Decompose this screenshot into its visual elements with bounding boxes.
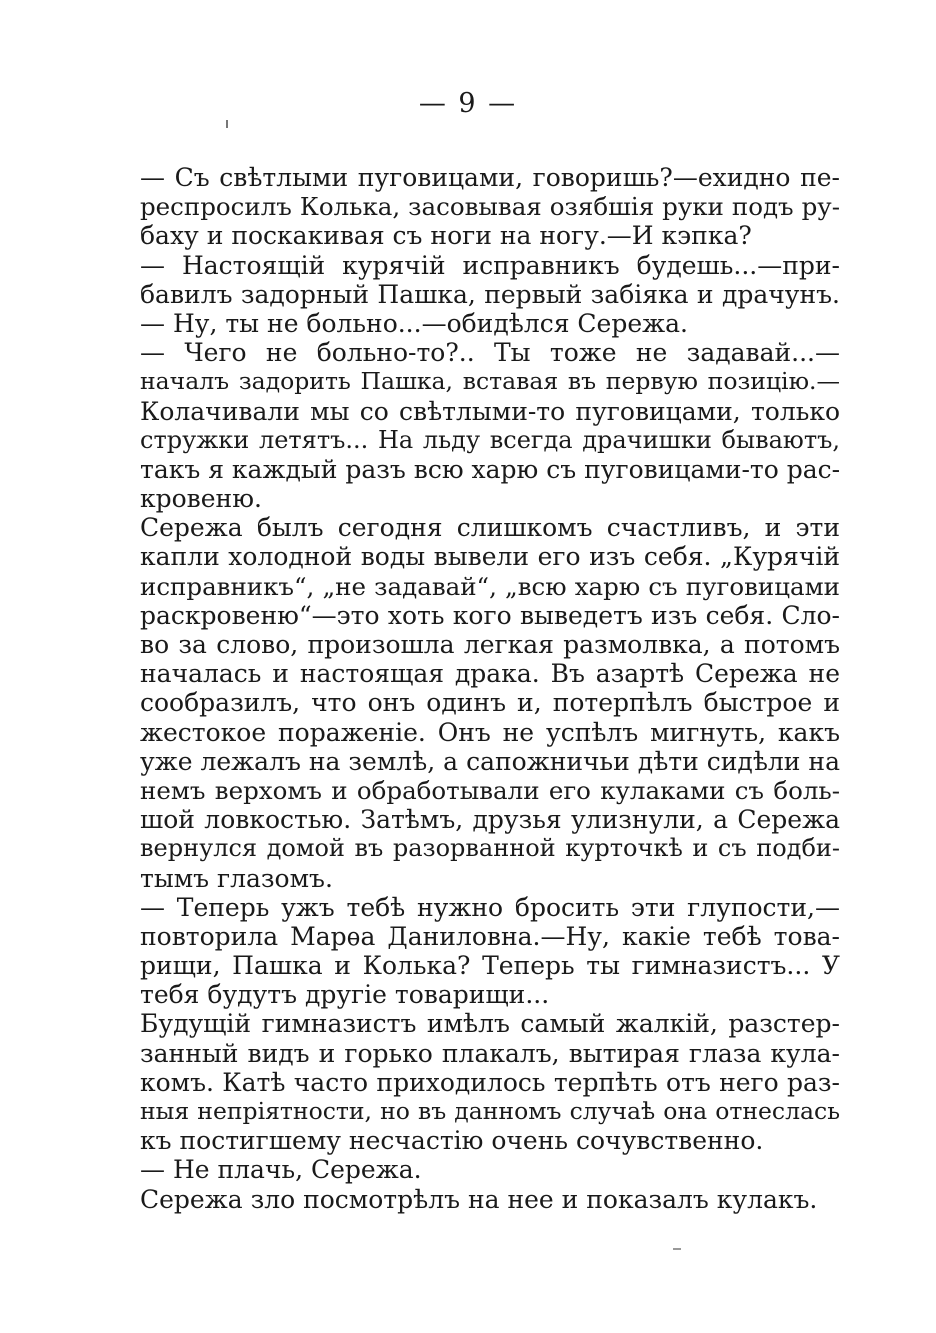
- text-line: капли холодной воды вывели его изъ себя. „Курячій: [140, 542, 840, 572]
- text-line: сообразилъ, что онъ одинъ и, потерпѣлъ быстрое и: [140, 688, 840, 718]
- text-line: повторила Марѳа Даниловна.—Ну, какіе тебѣ това-: [140, 921, 840, 951]
- text-line: такъ я каждый разъ всю харю съ пуговицами-то рас-: [140, 454, 840, 484]
- text-line: Колачивали мы со свѣтлыми-то пуговицами, только: [140, 396, 840, 426]
- text-line: Сережа былъ сегодня слишкомъ счастливъ, и эти: [140, 513, 840, 543]
- text-line: тымъ глазомъ.: [140, 863, 333, 893]
- text-line: вернулся домой въ разорванной курточкѣ и съ подби-: [140, 834, 840, 863]
- text-line: уже лежалъ на землѣ, а сапожничьи дѣти сидѣли на: [140, 746, 840, 776]
- text-line: рищи, Пашка и Колька? Теперь ты гимназистъ... У: [140, 951, 840, 981]
- text-line: бавилъ задорный Пашка, первый забіяка и драчунъ.: [140, 279, 840, 309]
- text-line: во за слово, произошла легкая размолвка, а потомъ: [140, 630, 840, 659]
- print-speck: [673, 1248, 681, 1250]
- text-line: — Теперь ужъ тебѣ нужно бросить эти глупости,—: [140, 892, 840, 922]
- text-line: раскровеню“—это хоть кого выведетъ изъ себя. Сло-: [140, 600, 840, 630]
- text-line: — Чего не больно-то?.. Ты тоже не задавай...—: [140, 338, 840, 368]
- text-line: жестокое пораженіе. Онъ не успѣлъ мигнуть, какъ: [140, 717, 840, 747]
- text-line: занный видъ и горько плакалъ, вытирая глаза кула-: [140, 1038, 840, 1068]
- text-line: кровеню.: [140, 484, 262, 514]
- text-line: — Настоящій курячій исправникъ будешь...—при-: [140, 250, 840, 280]
- text-line: комъ. Катѣ часто приходилось терпѣть отъ него раз-: [140, 1067, 840, 1097]
- text-line: Будущій гимназистъ имѣлъ самый жалкій, разстер-: [140, 1009, 840, 1039]
- text-line: Сережа зло посмотрѣлъ на нее и показалъ кулакъ.: [140, 1184, 818, 1214]
- text-line: — Съ свѣтлыми пуговицами, говоришь?—ехидно пе-: [140, 163, 840, 192]
- page-number: — 9 —: [418, 88, 518, 119]
- text-line: — Ну, ты не больно...—обидѣлся Сережа.: [140, 308, 688, 338]
- text-line: началъ задорить Пашка, вставая въ первую позицію.—: [140, 367, 840, 396]
- text-line: началась и настоящая драка. Въ азартѣ Сережа не: [140, 659, 840, 689]
- text-line: немъ верхомъ и обработывали его кулаками съ боль-: [140, 775, 840, 805]
- text-line: шой ловкостью. Затѣмъ, друзья улизнули, а Сережа: [140, 805, 840, 835]
- body-text: [140, 163, 840, 1214]
- text-line: респросилъ Колька, засовывая озябшія руки подъ ру-: [140, 192, 840, 222]
- text-line: къ постигшему несчастію очень сочувственно.: [140, 1126, 764, 1156]
- text-line: исправникъ“, „не задавай“, „всю харю съ пуговицами: [140, 571, 840, 601]
- text-line: стружки летятъ... На льду всегда драчишки бываютъ,: [140, 425, 840, 454]
- text-line: баху и поскакивая съ ноги на ногу.—И кэпка?: [140, 221, 752, 251]
- print-mark: [226, 120, 228, 128]
- text-line: — Не плачь, Сережа.: [140, 1155, 422, 1185]
- text-line: тебя будутъ другіе товарищи...: [140, 980, 550, 1010]
- text-line: ныя непріятности, но въ данномъ случаѣ она отнеслась: [140, 1097, 840, 1125]
